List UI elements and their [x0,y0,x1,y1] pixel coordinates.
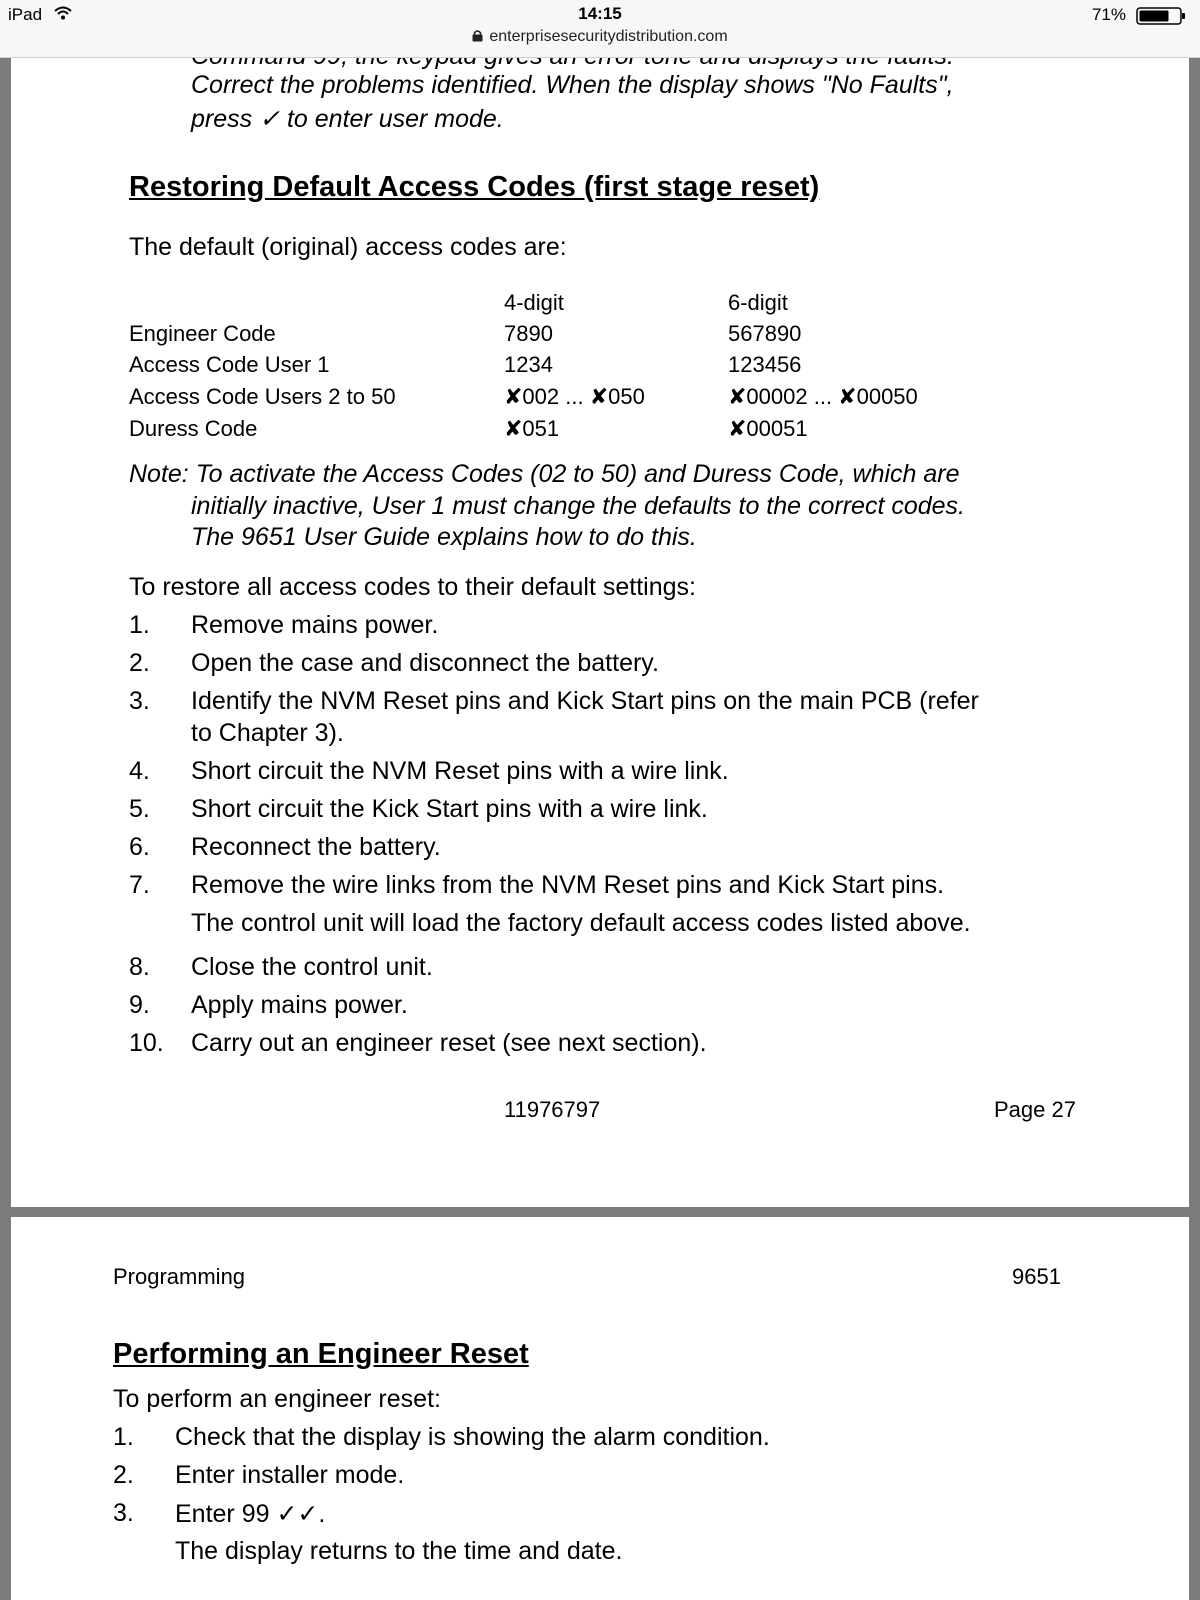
intro-line-1: Correct the problems identified. When the display shows "No Faults", [191,71,954,99]
step-number: 3. [113,1499,134,1527]
running-header-left: Programming [113,1264,246,1289]
battery-percentage: 71% [1091,5,1126,24]
document-number: 11976797 [504,1097,601,1122]
table-cell: 7890 [504,321,553,346]
defaults-intro: The default (original) access codes are: [129,233,567,261]
step-text: Short circuit the Kick Start pins with a wire link. [191,795,708,823]
table-cell: ✘051 [504,416,560,441]
table-cell: 567890 [728,321,802,346]
step-number: 9. [129,991,150,1019]
note-line-3: The 9651 User Guide explains how to do this. [191,523,697,551]
lock-icon [472,29,483,42]
url-text: enterprisesecuritydistribution.com [489,28,728,45]
table-header-4-digit: 4-digit [504,290,564,315]
restore-intro: To restore all access codes to their default settings: [129,573,696,601]
step-text: Check that the display is showing the alarm condition. [175,1423,770,1451]
step-number: 7. [129,871,150,899]
step-text: The control unit will load the factory default access codes listed above. [191,909,971,937]
reset-intro: To perform an engineer reset: [113,1385,441,1413]
document-page-27 [11,0,1189,1207]
section-heading: Restoring Default Access Codes (first stage reset) [129,171,820,203]
address-bar[interactable] [0,28,1200,46]
table-cell: Access Code User 1 [129,352,330,377]
step-number: 1. [129,611,150,639]
step-text: Enter installer mode. [175,1461,405,1489]
table-cell: 1234 [504,352,553,377]
step-number: 8. [129,953,150,981]
step-number: 4. [129,757,150,785]
step-text: Carry out an engineer reset (see next section). [191,1029,707,1057]
step-text: Remove mains power. [191,611,439,639]
step-text: Close the control unit. [191,953,433,981]
step-text: Short circuit the NVM Reset pins with a wire link. [191,757,729,785]
note-line-1: Note: To activate the Access Codes (02 to 50) and Duress Code, which are [129,460,960,488]
document-page-28 [11,1217,1189,1600]
table-header-6-digit: 6-digit [728,290,788,315]
table-cell: Access Code Users 2 to 50 [129,384,396,409]
step-number: 3. [129,687,150,715]
step-text: Identify the NVM Reset pins and Kick Start pins on the main PCB (refer [191,687,979,715]
step-number: 1. [113,1423,134,1451]
step-text: The display returns to the time and date. [175,1537,623,1565]
note-line-2: initially inactive, User 1 must change the defaults to the correct codes. [191,492,965,520]
step-text: Remove the wire links from the NVM Reset pins and Kick Start pins. [191,871,945,899]
table-cell: ✘002 ... ✘050 [504,384,645,409]
step-text: Apply mains power. [191,991,408,1019]
step-text: Open the case and disconnect the battery. [191,649,659,677]
device-name: iPad [8,5,43,24]
clock: 14:15 [578,4,622,23]
table-cell: ✘00051 [728,416,808,441]
step-text: to Chapter 3). [191,719,344,747]
intro-line-2: press ✓ to enter user mode. [191,105,504,133]
step-number: 2. [129,649,150,677]
table-cell: 123456 [728,352,802,377]
step-text: Reconnect the battery. [191,833,441,861]
step-number: 2. [113,1461,134,1489]
step-number: 10. [129,1029,164,1057]
table-cell: Engineer Code [129,321,276,346]
step-text: Enter 99 ✓✓. [175,1500,326,1528]
section-heading: Performing an Engineer Reset [113,1338,529,1370]
running-header-right: 9651 [1012,1264,1061,1289]
battery-icon [1136,6,1186,26]
status-bar [0,0,1200,58]
table-cell: ✘00002 ... ✘00050 [728,384,918,409]
step-number: 6. [129,833,150,861]
table-cell: Duress Code [129,416,258,441]
step-number: 5. [129,795,150,823]
page-number: Page 27 [994,1097,1076,1122]
